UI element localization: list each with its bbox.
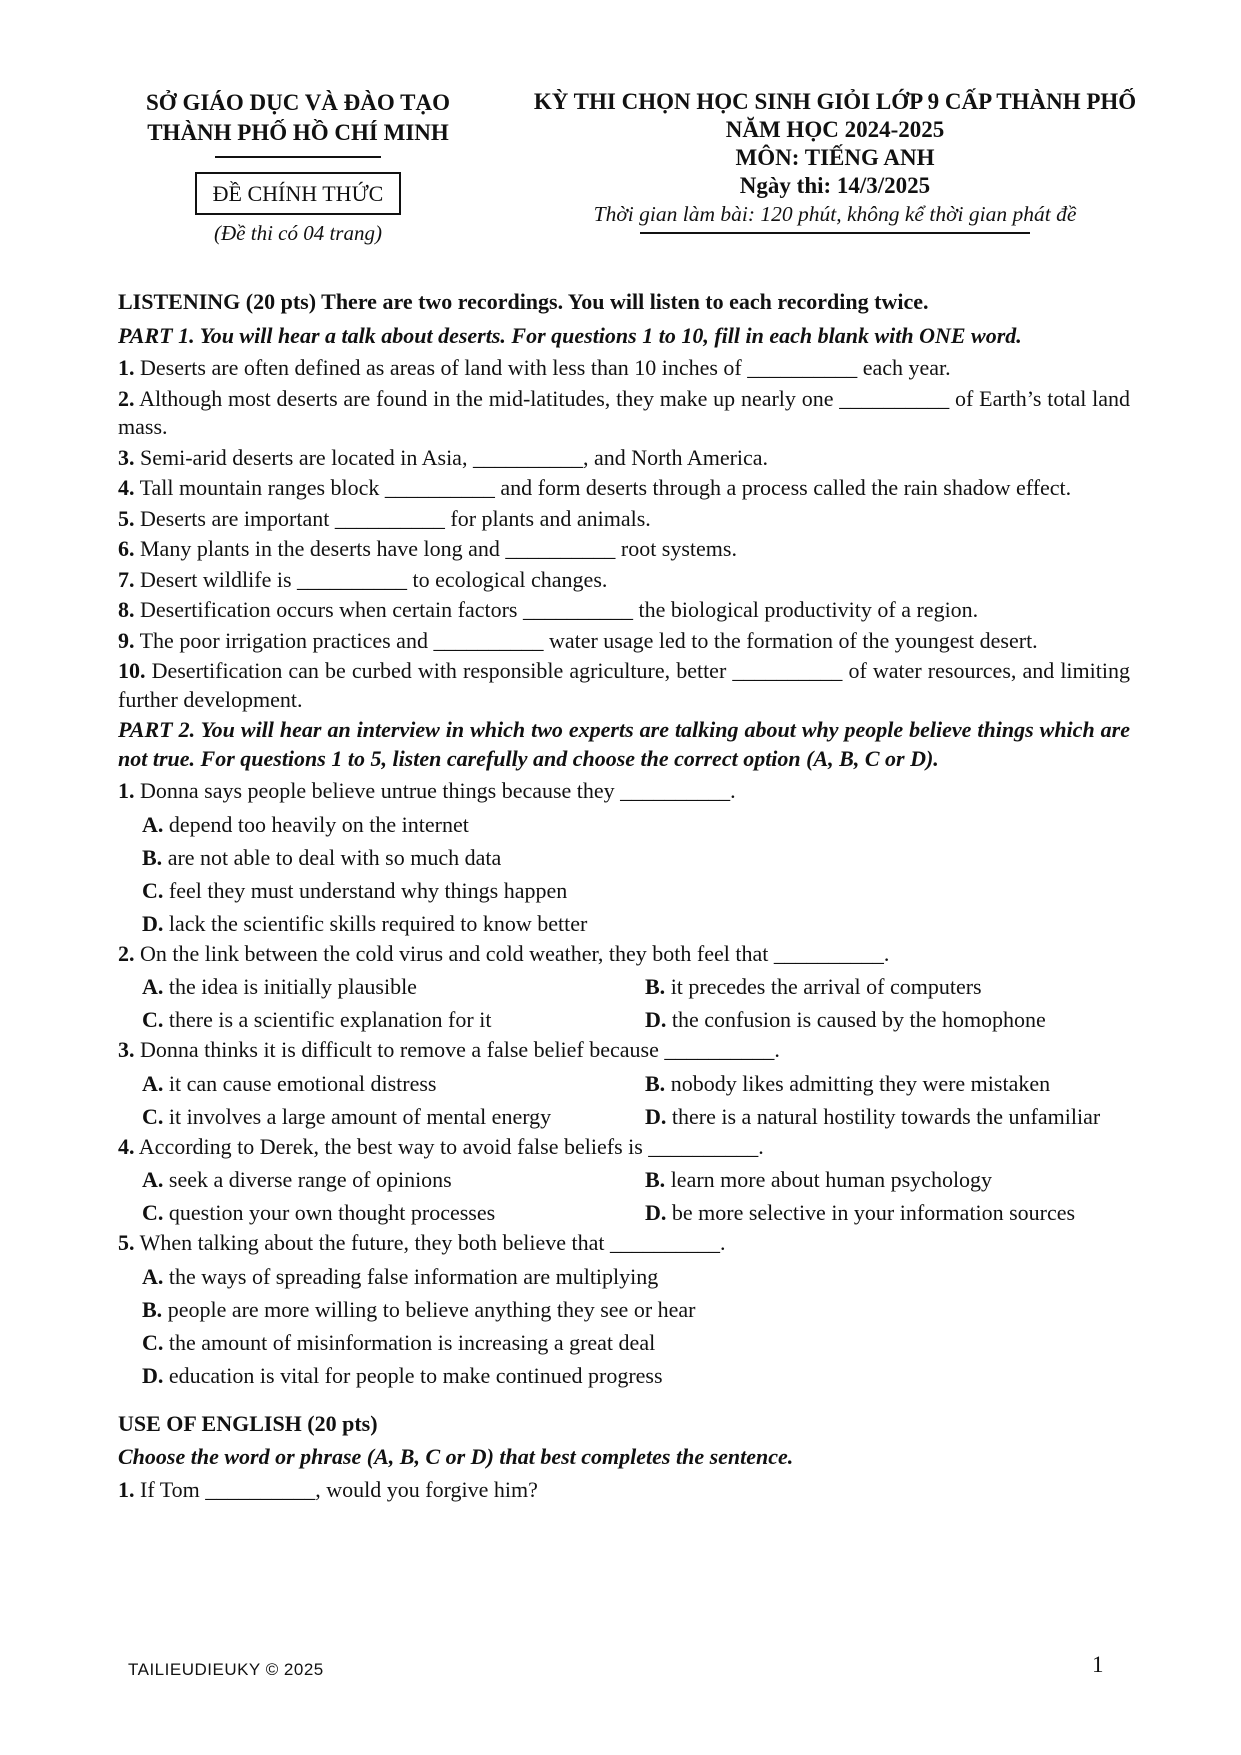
exam-title: KỲ THI CHỌN HỌC SINH GIỎI LỚP 9 CẤP THÀNH PHỐ [533,89,1137,114]
p2-q2-options [118,970,1130,1036]
footer-brand: TAILIEUDIEUKY © 2025 [128,1660,324,1679]
header-right-divider [640,232,1030,234]
p2-q2-option-a: A. the idea is initially plausible [142,974,417,999]
p2-q3-option-b: B. nobody likes admitting they were mistaken [645,1070,1051,1096]
p1-question-8: 8. Desertification occurs when certain factors __________ the biological productivity of a region. [118,597,979,622]
part2-instruction: PART 2. You will hear an interview in which two experts are talking about why people believe things which are not true. For questions 1 to 5, listen carefully and choose the correct option (A, B, C or D). [118,717,1130,771]
p2-question-3: 3. Donna thinks it is difficult to remove a false belief because __________. [118,1037,780,1062]
exam-date: Ngày thi: 14/3/2025 [739,173,931,198]
p2-q1-option-b: B. are not able to deal with so much data [142,844,502,870]
exam-content [118,288,1130,1506]
p2-q5-option-a: A. the ways of spreading false information are multiplying [142,1263,659,1289]
p2-q3-option-d: D. there is a natural hostility towards the unfamiliar [645,1103,1101,1129]
p2-question-4: 4. According to Derek, the best way to avoid false beliefs is __________. [118,1133,764,1159]
p1-question-3: 3. Semi-arid deserts are located in Asia, __________, and North America. [118,444,769,470]
department-line-2: THÀNH PHỐ HỒ CHÍ MINH [147,120,449,145]
p1-question-10: 10. Desertification can be curbed with responsible agriculture, better __________ of water resources, and limiting further development. [118,658,1130,712]
p2-q2-option-c: C. there is a scientific explanation for it [142,1007,492,1032]
p2-q2-option-d: D. the confusion is caused by the homophone [645,1007,1046,1032]
p2-q3-option-a: A. it can cause emotional distress [142,1070,437,1096]
p1-question-5: 5. Deserts are important __________ for plants and animals. [118,505,651,531]
p1-question-6: 6. Many plants in the deserts have long and __________ root systems. [118,536,737,561]
p1-question-1: 1. Deserts are often defined as areas of land with less than 10 inches of __________ each year. [118,355,951,380]
p2-q4-option-a: A. seek a diverse range of opinions [142,1167,452,1192]
p2-q4-options [118,1163,1130,1229]
listening-heading: LISTENING (20 pts) There are two recordings. You will listen to each recording twice. [118,289,929,314]
department-line-1: SỞ GIÁO DỤC VÀ ĐÀO TẠO [146,90,450,115]
use-of-english-heading: USE OF ENGLISH (20 pts) [118,1410,378,1436]
p2-q2-option-b: B. it precedes the arrival of computers [645,974,982,999]
official-label: ĐỀ CHÍNH THỨC [195,172,402,215]
p2-q1-option-c: C. feel they must understand why things happen [142,877,568,903]
page-number: 1 [1092,1652,1104,1677]
use-of-english-instruction: Choose the word or phrase (A, B, C or D) that best completes the sentence. [118,1444,794,1469]
time-note: Thời gian làm bài: 120 phút, không kể thời gian phát đề [593,202,1077,226]
uoe-question-1: 1. If Tom __________, would you forgive him? [118,1476,538,1502]
p2-question-2: 2. On the link between the cold virus and cold weather, they both feel that __________. [118,940,890,966]
p2-q3-options [118,1067,1130,1133]
p2-q1-option-d: D. lack the scientific skills required to know better [142,910,588,936]
p2-question-5: 5. When talking about the future, they both believe that __________. [118,1230,726,1255]
p1-question-2: 2. Although most deserts are found in the mid-latitudes, they make up nearly one __________ of Earth’s total land mass. [118,385,1130,439]
section-gap [118,1392,1130,1410]
school-year: NĂM HỌC 2024-2025 [725,117,945,142]
p2-q1-option-a: A. depend too heavily on the internet [142,811,469,837]
p2-q5-option-c: C. the amount of misinformation is increasing a great deal [142,1329,656,1355]
p1-question-7: 7. Desert wildlife is __________ to ecological changes. [118,566,608,592]
p2-q5-option-b: B. people are more willing to believe anything they see or hear [142,1296,696,1322]
p2-q3-option-c: C. it involves a large amount of mental energy [142,1103,552,1129]
p2-q4-option-d: D. be more selective in your information sources [645,1200,1076,1225]
header-left [118,88,478,246]
p2-q4-option-b: B. learn more about human psychology [645,1167,993,1192]
page-count-note: (Đề thi có 04 trang) [214,221,382,245]
part1-instruction: PART 1. You will hear a talk about deserts. For questions 1 to 10, fill in each blank with ONE word. [118,322,1022,348]
header-right [490,88,1180,234]
subject: MÔN: TIẾNG ANH [735,145,935,170]
p1-question-9: 9. The poor irrigation practices and __________ water usage led to the formation of the youngest desert. [118,627,1038,653]
p2-question-1: 1. Donna says people believe untrue things because they __________. [118,778,736,803]
p2-q4-option-c: C. question your own thought processes [142,1200,496,1225]
p2-q5-option-d: D. education is vital for people to make continued progress [142,1362,663,1388]
header-divider [215,156,381,158]
p1-question-4: 4. Tall mountain ranges block __________ and form deserts through a process called the rain shadow effect. [118,475,1072,500]
